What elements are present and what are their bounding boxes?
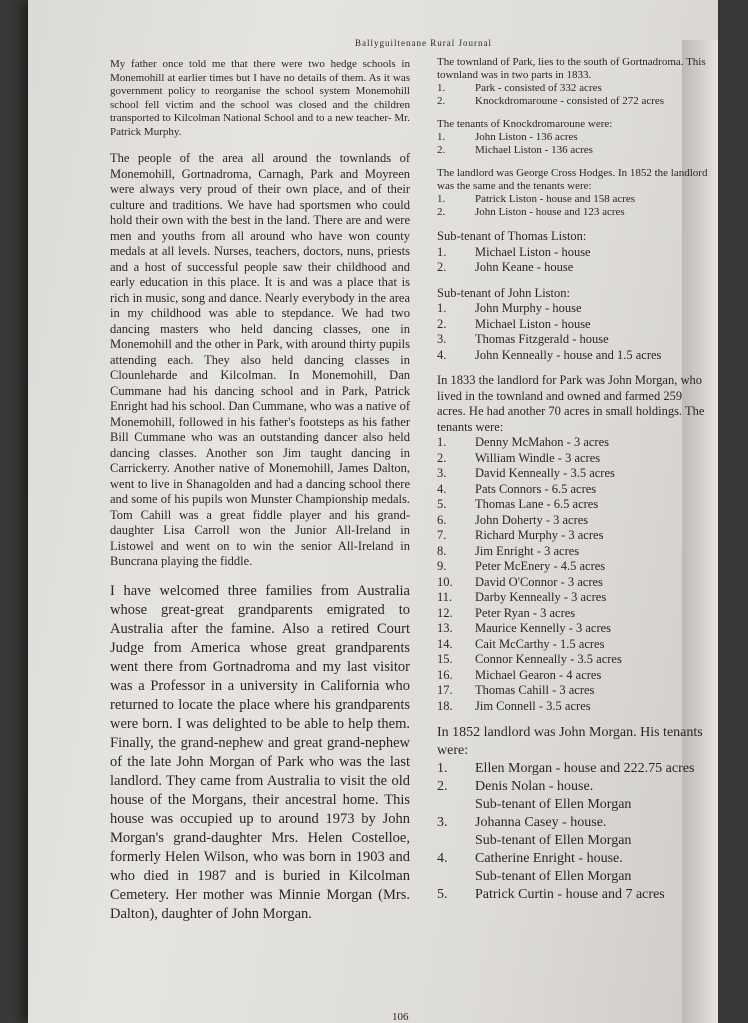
list-item [437, 652, 712, 668]
list-item [437, 451, 712, 467]
item-text: Denny McMahon - 3 acres [475, 435, 609, 449]
paragraph-australia: I have welcomed three families from Australia whose great-great grandparents emigrated to Australia after the famine. Also a retired Court Judge from America whose great grandparents went there from Gortnadroma and my last visitor was a Professor in a university in California who returned to locate the place where his grandparents were born. I was delighted to be able to help them. Finally, the grand-nephew and great grand-nephew of the late John Morgan of Park who was the last landlord. They came from Australia to visit the old house of the Morgans, their ancestral home. This house was occupied up to around 1973 by John Morgan's grand-daughter Mrs. Helen Costelloe, formerly Helen Wilson, who was born in 1903 and who died in 1987 and is buried in Kilcolman Cemetery. Her mother was Minnie Morgan (Mrs. Dalton), daughter of John Morgan. [110, 582, 410, 922]
sub-thomas-block [437, 229, 712, 276]
item-text: Michael Liston - house [475, 316, 591, 331]
item-text: Cait McCarthy - 1.5 acres [475, 636, 605, 651]
list-item [437, 435, 712, 451]
item-number: 4. [437, 347, 447, 362]
list-item [437, 82, 712, 95]
paragraph-hedge-schools: My father once told me that there were two hedge schools in Monemohill at earlier times but I have no details of them. As it was government policy to reorganise the school system Monemohill school fell victim and the school was closed and the children transported to Kilcolman National School and to a new teacher- Mr. Patrick Murphy. [110, 58, 410, 138]
item-number: 18. [437, 698, 453, 713]
item-text: Jim Enright - 3 acres [475, 543, 580, 558]
list-item [437, 301, 712, 317]
list-intro: Sub-tenant of John Liston: [437, 285, 570, 300]
list-item [437, 497, 712, 513]
item-text: John Kenneally - house and 1.5 acres [475, 347, 662, 362]
list-item [437, 668, 712, 684]
list-intro: The townland of Park, lies to the south of Gortnadroma. This townland was in two parts in 1833. [437, 56, 706, 81]
item-text: Thomas Cahill - 3 acres [475, 683, 595, 697]
item-text: Richard Murphy - 3 acres [475, 528, 604, 542]
list-item [437, 760, 712, 778]
item-number: 1. [437, 82, 446, 94]
item-text: John Doherty - 3 acres [475, 512, 589, 527]
item-text: John Keane - house [475, 260, 574, 274]
item-number: 15. [437, 652, 453, 666]
item-text: John Liston - 136 acres [475, 131, 578, 143]
park-1852-block [437, 724, 712, 904]
left-column [110, 58, 410, 936]
item-text: David O'Connor - 3 acres [475, 574, 603, 589]
item-text: Thomas Lane - 6.5 acres [475, 497, 599, 511]
item-number: 5. [437, 887, 448, 902]
sub-john-block [437, 286, 712, 364]
park-block [437, 56, 712, 108]
item-text: Michael Gearon - 4 acres [475, 667, 602, 682]
list-intro: The landlord was George Cross Hodges. In 1852 the landlord was the same and the tenants were: [437, 167, 708, 192]
item-number: 4. [437, 481, 447, 496]
list-item [437, 466, 712, 482]
list-item [437, 544, 712, 560]
list-item [437, 348, 712, 364]
item-text: Park - consisted of 332 acres [475, 82, 602, 94]
item-number: 17. [437, 683, 453, 697]
item-number: 9. [437, 559, 447, 573]
item-number: 2. [437, 144, 446, 156]
item-text: Jim Connell - 3.5 acres [475, 698, 591, 713]
list-item [437, 637, 712, 653]
list-item [437, 683, 712, 699]
list-item [437, 513, 712, 529]
item-text: Darby Kenneally - 3 acres [475, 590, 607, 604]
list-item [437, 206, 712, 219]
list-item [437, 886, 712, 904]
item-text: Johanna Casey - house. [475, 815, 607, 830]
item-number: 1. [437, 761, 448, 776]
list-item [437, 575, 712, 591]
item-number: 2. [437, 260, 447, 274]
list-item [437, 245, 712, 261]
item-number: 2. [437, 779, 448, 794]
list-item [437, 131, 712, 144]
item-number: 6. [437, 512, 447, 527]
item-text: John Murphy - house [475, 301, 582, 315]
item-number: 3. [437, 332, 447, 346]
item-text: Patrick Curtin - house and 7 acres [475, 887, 665, 902]
list-item [437, 332, 712, 348]
item-number: 14. [437, 636, 453, 651]
item-number: 13. [437, 621, 453, 635]
item-text: Michael Liston - 136 acres [475, 144, 593, 156]
item-number: 2. [437, 316, 447, 331]
item-number: 2. [437, 206, 446, 218]
item-number: 11. [437, 590, 453, 604]
item-text: Patrick Liston - house and 158 acres [475, 193, 636, 205]
item-number: 1. [437, 435, 447, 449]
item-number: 2. [437, 450, 447, 465]
item-text: William Windle - 3 acres [475, 450, 601, 465]
list-item [437, 621, 712, 637]
item-number: 12. [437, 605, 453, 620]
knock-tenants-block [437, 118, 712, 157]
item-text: Peter Ryan - 3 acres [475, 605, 576, 620]
list-item [437, 814, 712, 832]
item-text: Ellen Morgan - house and 222.75 acres [475, 761, 695, 776]
item-number: 16. [437, 667, 453, 682]
item-number: 1. [437, 193, 446, 205]
item-text: Connor Kenneally - 3.5 acres [475, 652, 622, 666]
item-subnote: Sub-tenant of Ellen Morgan [475, 869, 632, 884]
list-item [437, 95, 712, 108]
item-subnote: Sub-tenant of Ellen Morgan [475, 833, 632, 848]
item-text: David Kenneally - 3.5 acres [475, 466, 615, 480]
list-item [437, 606, 712, 622]
item-text: Thomas Fitzgerald - house [475, 332, 609, 346]
list-intro: The tenants of Knockdromaroune were: [437, 118, 613, 130]
list-item [437, 193, 712, 206]
list-intro: In 1833 the landlord for Park was John Morgan, who lived in the townland and owned and farmed 259 acres. He had another 70 acres in small holdings. The tenants were: [437, 373, 705, 434]
item-number: 1. [437, 301, 447, 315]
list-item [437, 699, 712, 715]
item-text: Catherine Enright - house. [475, 851, 623, 866]
list-item [437, 260, 712, 276]
running-header: Ballyguiltenane Rural Journal [355, 38, 492, 48]
page-number: 106 [392, 1011, 409, 1023]
item-number: 10. [437, 574, 453, 589]
item-number: 2. [437, 95, 446, 107]
item-text: Knockdromaroune - consisted of 272 acres [475, 95, 665, 107]
list-item [437, 559, 712, 575]
list-item [437, 850, 712, 868]
item-text: Maurice Kennelly - 3 acres [475, 621, 612, 635]
item-number: 4. [437, 851, 448, 866]
item-number: 3. [437, 466, 447, 480]
item-number: 8. [437, 543, 447, 558]
item-number: 1. [437, 131, 446, 143]
item-number: 5. [437, 497, 447, 511]
item-subnote: Sub-tenant of Ellen Morgan [475, 797, 632, 812]
list-item [437, 590, 712, 606]
list-item [437, 144, 712, 157]
item-number: 7. [437, 528, 447, 542]
list-item [437, 778, 712, 796]
item-text: Michael Liston - house [475, 244, 591, 259]
item-number: 1. [437, 244, 447, 259]
list-item [437, 528, 712, 544]
list-item [437, 317, 712, 333]
list-intro: Sub-tenant of Thomas Liston: [437, 229, 587, 243]
item-text: Pats Connors - 6.5 acres [475, 481, 597, 496]
list-item [437, 482, 712, 498]
item-number: 3. [437, 815, 448, 830]
list-intro: In 1852 landlord was John Morgan. His tenants were: [437, 725, 703, 758]
park-1833-block [437, 373, 712, 714]
paragraph-townlands: The people of the area all around the townlands of Monemohill, Gortnadroma, Carnagh, Park and Moyreen were always very proud of their own place, and of their culture and traditions. We have had sportsmen who could hold their own with the best in the land. There are and were men and youths from all around who have won county medals at all levels. Nurses, teachers, doctors, nuns, priests and a host of successful people saw their childhood and early education in this place. It is and was a place that is rich in music, song and dance. Nearly everybody in the area in my childhood was able to stepdance. We had two dancing masters who held dancing classes, one in Monemohill and the other in Park, with around thirty pupils attending each. They also held dancing classes in Clounleharde and Kilcolman. In Monemohill, Dan Cummane had his dancing school and in Park, Patrick Enright had his school. Dan Cummane, who was a native of Monemohill, followed in his father's footsteps as his father Bill Cummane who was an outstanding dancer also held dancing classes. Another son Jim taught dancing in Carrickerry. Another native of Monemohill, James Dalton, went to live in Shanagolden and had a dancing school there and some of his pupils won Munster Championship medals. Tom Cahill was a great fiddle player and his grand-daughter Lisa Carroll won the Junior All-Ireland in Listowel and went on to win the senior All-Ireland in Buncrana playing the fiddle. [110, 151, 410, 568]
item-text: Denis Nolan - house. [475, 779, 594, 794]
item-text: John Liston - house and 123 acres [475, 206, 625, 218]
item-text: Peter McEnery - 4.5 acres [475, 559, 606, 573]
right-column [437, 56, 712, 914]
landlord-1852-block [437, 167, 712, 219]
